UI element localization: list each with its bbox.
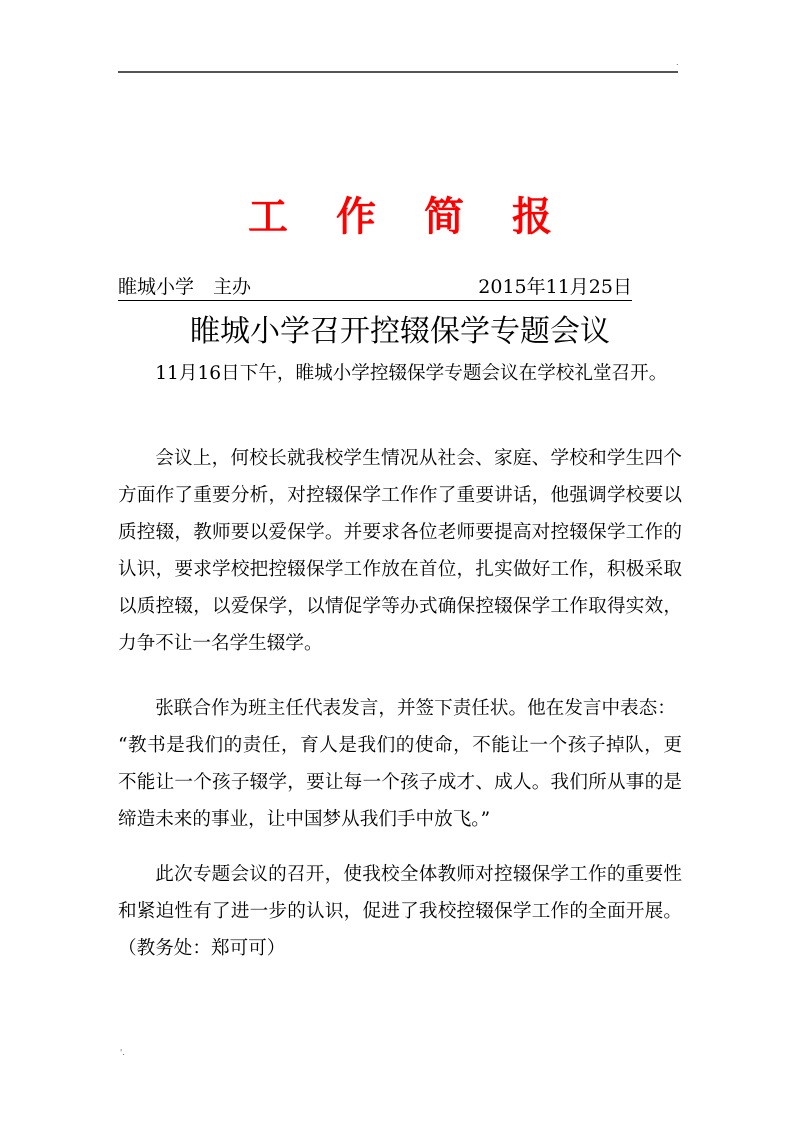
paragraph: 此次专题会议的召开，使我校全体教师对控辍保学工作的重要性和紧迫性有了进一步的认识，促进了我校控辍保学工作的全面开展。（教务处：郑可可） xyxy=(118,864,682,959)
header-mark: . xyxy=(676,58,679,67)
paragraph-teacher-speech xyxy=(118,690,682,838)
masthead-title xyxy=(0,192,800,242)
paragraph: 会议上，何校长就我校学生情况从社会、家庭、学校和学生四个方面作了重要分析，对控辍保学工作作了重要讲话，他强调学校要以质控辍，教师要以爱保学。并要求各位老师要提高对控辍保学工作的认识，要求学校把控辍保学工作放在首位，扎实做好工作，积极采取以质控辍，以爱保学，以情促学等办式确保控辍保学工作取得实效，力争不让一名学生辍学。 xyxy=(118,448,682,654)
masthead-char: 工 xyxy=(248,193,288,240)
header-rule xyxy=(118,71,678,73)
article-title: 睢城小学召开控辍保学专题会议 xyxy=(190,314,610,349)
paragraph: 11月16日下午，睢城小学控辍保学专题会议在学校礼堂召开。 xyxy=(155,363,668,384)
paragraph: 张联合作为班主任代表发言，并签下责任状。他在发言中表态： xyxy=(155,698,676,719)
byline xyxy=(118,274,632,301)
paragraph-intro xyxy=(118,355,682,392)
quote: “教书是我们的责任，育人是我们的使命，不能让一个孩子掉队，更不能让一个孩子辍学，要让每一个孩子成才、成人。我们所从事的是缔造未来的事业，让中国梦从我们手中放飞。” xyxy=(118,735,682,830)
footer-mark: '. xyxy=(120,1048,125,1057)
organizer: 睢城小学 主办 xyxy=(118,276,252,298)
paragraph-principal-speech xyxy=(118,440,682,662)
masthead-char: 报 xyxy=(512,193,552,240)
paragraph-conclusion xyxy=(118,856,682,967)
masthead-char: 简 xyxy=(424,193,464,240)
masthead-char: 作 xyxy=(336,193,376,240)
issue-date: 2015年11月25日 xyxy=(478,276,632,298)
